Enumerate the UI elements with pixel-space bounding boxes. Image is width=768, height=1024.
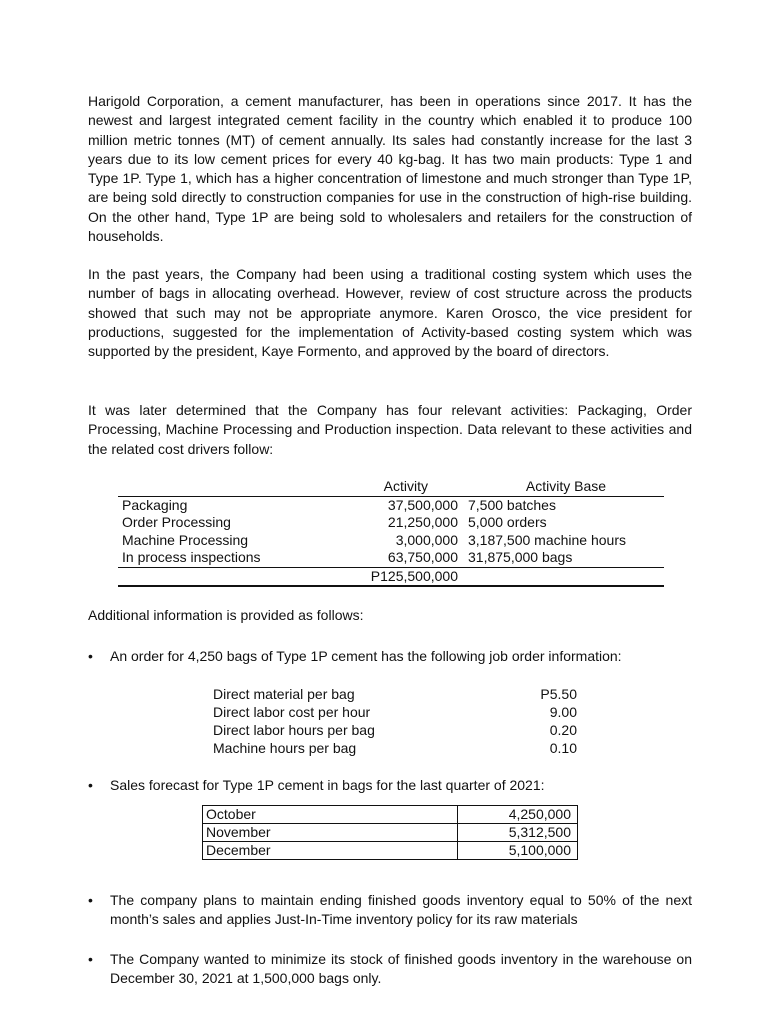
bullet-icon: • [88,892,93,908]
table-row [213,703,588,721]
header-activity-base: Activity Base [464,478,664,496]
job-value: 0.20 [549,722,577,738]
sales-forecast-table [202,805,578,860]
activities-paragraph: It was later determined that the Company has four relevant activities: Packaging, Order Processing, Machine Processing and Production inspection. Data relevant to these activities and the related cost drivers follow: [88,402,692,457]
header-blank [118,478,322,496]
header-activity: Activity [322,478,464,496]
bullet-text: The company plans to maintain ending finished goods inventory equal to 50% of the next month’s sales and applies Just-In-Time inventory policy for its raw materials [110,892,692,928]
activity-table-header [118,478,664,496]
activity-cost: 37,500,000 [387,496,458,513]
forecast-month: November [203,824,458,842]
table-row [213,739,588,757]
forecast-month: December [203,842,458,860]
job-value: 0.10 [549,740,577,756]
forecast-value: 5,312,500 [458,824,578,842]
job-label: Direct material per bag [213,686,355,702]
activity-name: Packaging [122,496,188,513]
bullet-icon: • [88,777,93,793]
table-row [203,806,578,824]
job-label: Machine hours per bag [213,740,357,756]
job-label: Direct labor cost per hour [213,704,371,720]
bullet-text: An order for 4,250 bags of Type 1P cement has the following job order information: [110,648,622,664]
job-value: P5.50 [540,686,577,702]
forecast-month: October [203,806,458,824]
table-row [213,721,588,739]
table-row [118,496,664,514]
job-label: Direct labor hours per bag [213,722,375,738]
bullet-icon: • [88,648,93,664]
activity-base: 3,187,500 machine hours [468,531,626,548]
activity-cost: 21,250,000 [387,514,458,530]
activity-name: In process inspections [122,549,261,565]
bullet-icon: • [88,951,93,967]
activity-base: 7,500 batches [468,496,556,513]
forecast-value: 4,250,000 [458,806,578,824]
activity-total-row [118,567,664,586]
bullet-text: The Company wanted to minimize its stock of finished goods inventory in the warehouse on December 30, 2021 at 1,500,000 bags only. [110,951,692,987]
bullet-text: Sales forecast for Type 1P cement in bags for the last quarter of 2021: [110,777,545,793]
forecast-value: 5,100,000 [458,842,578,860]
activity-base: 5,000 orders [468,514,547,530]
activity-table [118,478,664,587]
table-row [213,685,588,703]
table-row [118,532,664,550]
job-value: 9.00 [549,704,577,720]
activity-base: 31,875,000 bags [468,549,573,565]
activity-cost: 3,000,000 [395,531,458,548]
table-row [118,514,664,532]
costing-paragraph: In the past years, the Company had been using a traditional costing system which uses the number of bags in allocating overhead. However, review of cost structure across the products showed that such may not be appropriate anymore. Karen Orosco, the vice president for productions, suggested for the implementation of Activity-based costing system which was supported by the president, Kaye Formento, and approved by the board of directors. [88,266,692,360]
activity-name: Order Processing [122,514,231,530]
table-row [118,549,664,567]
table-row [203,842,578,860]
activity-cost: 63,750,000 [387,549,458,565]
additional-info-heading: Additional information is provided as follows: [88,607,364,623]
activity-total: P125,500,000 [322,567,464,586]
total-base-blank [464,567,664,586]
job-order-table [213,685,588,757]
activity-name: Machine Processing [122,531,249,548]
intro-paragraph: Harigold Corporation, a cement manufacturer, has been in operations since 2017. It has the newest and largest integrated cement facility in the country which enabled it to produce 100 million metric tonnes (MT) of cement annually. Its sales had constantly increase for the last 3 years due to its low cement prices for every 40 kg-bag. It has two main products: Type 1 and Type 1P. Type 1, which has a higher concentration of limestone and much stronger than Type 1P, are being sold directly to construction companies for use in the construction of high-rise building. On the other hand, Type 1P are being sold to wholesalers and retailers for the construction of households. [88,93,692,245]
total-blank [118,567,322,586]
table-row [203,824,578,842]
